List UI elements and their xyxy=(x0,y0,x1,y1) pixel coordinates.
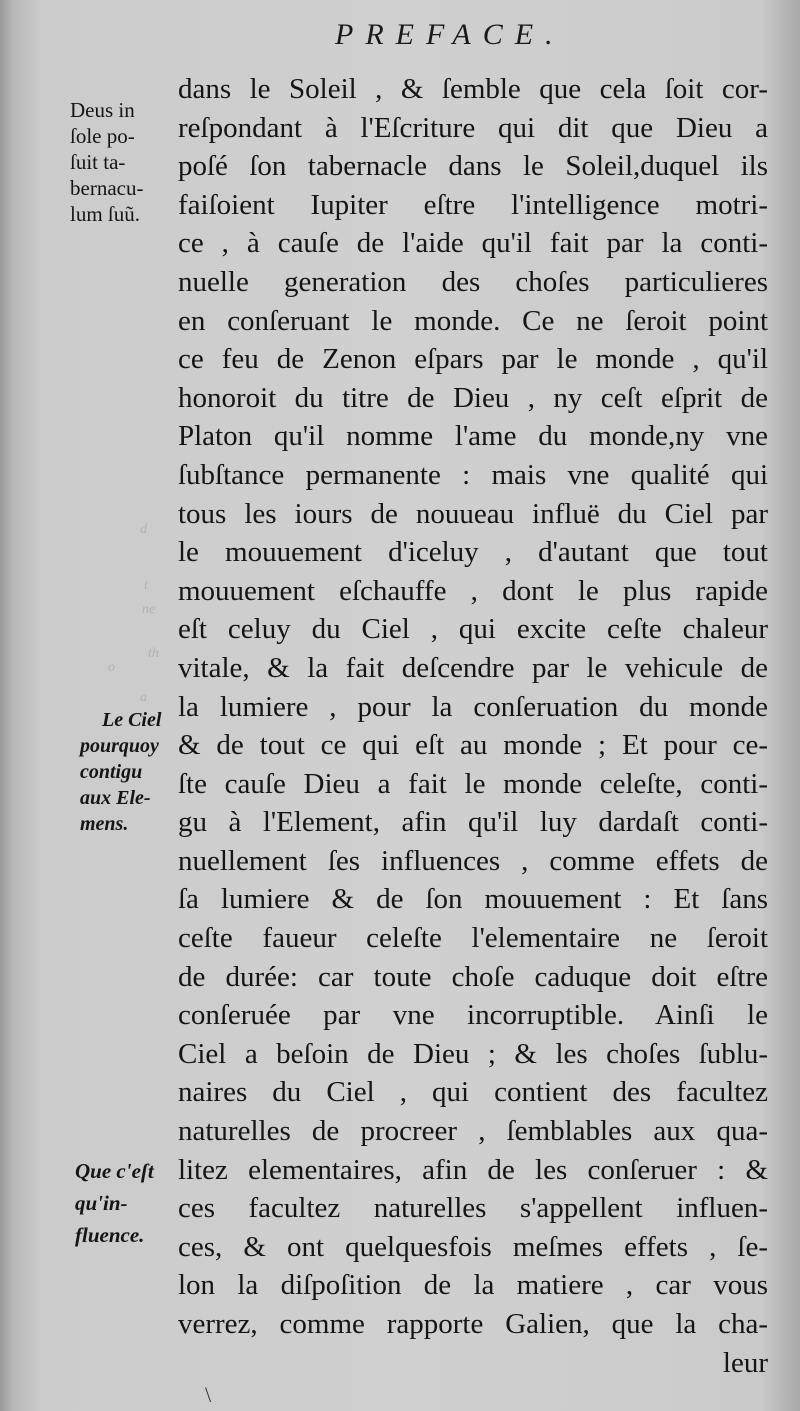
body-text xyxy=(178,70,768,1382)
text-line: litez elementaires, afin de les conſeruer : & xyxy=(178,1153,768,1186)
text-line: en conſeruant le monde. Ce ne ſeroit point xyxy=(178,304,768,337)
text-line: reſpondant à l'Eſcriture qui dit que Dieu a xyxy=(178,111,768,144)
margin-note-line: Que c'eſt xyxy=(75,1159,154,1183)
scratch-mark: \ xyxy=(205,1382,212,1407)
text-line: poſé ſon tabernacle dans le Soleil,duquel ils xyxy=(178,150,768,183)
text-line: lon la diſpoſition de la matiere , car vous xyxy=(178,1269,768,1302)
text-line: ſubſtance permanente : mais vne qualité qui xyxy=(178,458,768,491)
text-line: conſeruée par vne incorruptible. Ainſi le xyxy=(178,999,768,1032)
margin-note-line: Le Ciel xyxy=(102,709,162,731)
text-line: ſte cauſe Dieu a fait le monde celeſte, conti- xyxy=(178,767,768,800)
margin-note-line: Deus in xyxy=(70,98,135,122)
text-line: ces, & ont quelquesfois meſmes effets , ſe- xyxy=(178,1230,768,1263)
text-line: ceſte faueur celeſte l'elementaire ne ſeroit xyxy=(178,922,768,955)
text-line: naires du Ciel , qui contient des facultez xyxy=(178,1076,768,1109)
text-line: nuellement ſes influences , comme effets de xyxy=(178,844,768,877)
text-line: eſt celuy du Ciel , qui excite ceſte chaleur xyxy=(178,613,768,646)
margin-note-le-ciel-pourquoy xyxy=(80,707,161,837)
text-line: ſa lumiere & de ſon mouuement : Et ſans xyxy=(178,883,768,916)
text-line: Ciel a beſoin de Dieu ; & les choſes ſublu- xyxy=(178,1037,768,1070)
bleed-through-mark: a xyxy=(140,690,147,705)
text-line: faiſoient Iupiter eſtre l'intelligence motri- xyxy=(178,188,768,221)
text-line: mouuement eſchauffe , dont le plus rapide xyxy=(178,574,768,607)
text-line: ces facultez naturelles s'appellent influen- xyxy=(178,1192,768,1225)
text-line: de durée: car toute choſe caduque doit eſtre xyxy=(178,960,768,993)
bleed-through-mark: ne xyxy=(142,602,156,617)
margin-note-line: ſuit ta- xyxy=(70,150,126,174)
catchword: leur xyxy=(722,1346,768,1379)
bleed-through-mark: t xyxy=(144,578,148,593)
text-line: ce , à cauſe de l'aide qu'il fait par la conti- xyxy=(178,227,768,260)
bleed-through-mark: o xyxy=(108,660,115,675)
text-line: verrez, comme rapporte Galien, que la cha- xyxy=(178,1308,768,1340)
text-line: ce feu de Zenon eſpars par le monde , qu'il xyxy=(178,343,768,376)
text-line: tous les iours de nouueau influë du Ciel par xyxy=(178,497,768,530)
text-line: naturelles de procreer , ſemblables aux qua- xyxy=(178,1115,768,1148)
running-head: PREFACE. xyxy=(335,18,565,51)
text-line: honoroit du titre de Dieu , ny ceſt eſprit de xyxy=(178,381,768,414)
margin-note-line: pourquoy xyxy=(80,735,159,757)
bleed-through-mark: th xyxy=(148,646,159,661)
margin-note-deus-in-sole xyxy=(70,98,143,228)
margin-note-line: ſole po- xyxy=(70,124,135,148)
text-line: & de tout ce qui eſt au monde ; Et pour ce- xyxy=(178,729,768,762)
margin-note-line: bernacu- xyxy=(70,176,144,200)
text-line: la lumiere , pour la conſeruation du monde xyxy=(178,690,768,723)
margin-note-line: qu'in- xyxy=(75,1191,128,1215)
text-line: vitale, & la fait deſcendre par le vehicule de xyxy=(178,651,768,684)
text-line: gu à l'Element, afin qu'il luy dardaſt conti- xyxy=(178,806,768,839)
bleed-through-mark: d xyxy=(140,522,147,537)
text-line: Platon qu'il nomme l'ame du monde,ny vne xyxy=(178,420,768,453)
margin-note-line: lum ſuũ. xyxy=(70,202,141,226)
margin-note-line: mens. xyxy=(80,813,129,835)
text-line: nuelle generation des choſes particulieres xyxy=(178,265,768,298)
margin-note-que-cest-influence xyxy=(75,1156,154,1252)
margin-note-line: aux Ele- xyxy=(80,787,151,809)
margin-note-line: fluence. xyxy=(75,1223,145,1247)
text-line: dans le Soleil , & ſemble que cela ſoit cor- xyxy=(178,73,768,105)
margin-note-line: contigu xyxy=(80,761,143,783)
text-line: le mouuement d'iceluy , d'autant que tout xyxy=(178,536,768,569)
